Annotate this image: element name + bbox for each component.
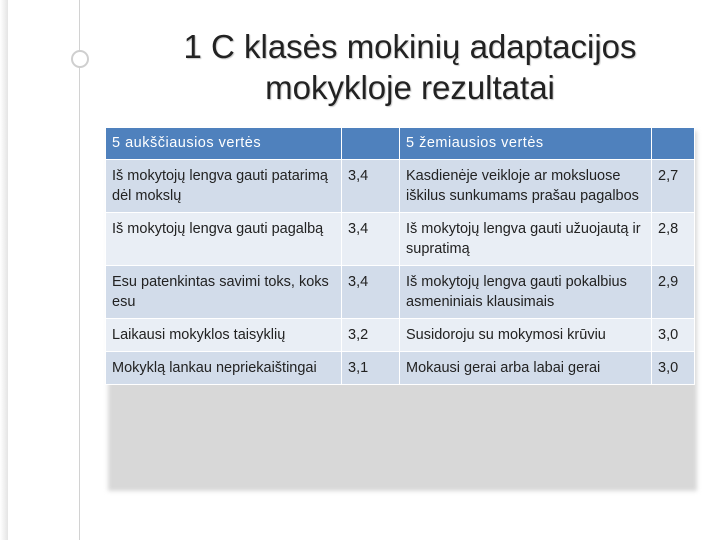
top-item: Iš mokytojų lengva gauti pagalbą	[106, 213, 342, 266]
top-item: Esu patenkintas savimi toks, koks esu	[106, 266, 342, 319]
bottom-item: Mokausi gerai arba labai gerai	[400, 352, 652, 385]
table-row	[106, 160, 695, 213]
top-item: Laikausi mokyklos taisyklių	[106, 319, 342, 352]
bottom-value: 3,0	[652, 319, 695, 352]
slide-ring-ornament	[71, 50, 89, 68]
bottom-item: Kasdienėje veikloje ar moksluose iškilus sunkumams prašau pagalbos	[400, 160, 652, 213]
top-value: 3,4	[342, 266, 400, 319]
top-value: 3,4	[342, 160, 400, 213]
table-row	[106, 319, 695, 352]
bottom-value: 2,8	[652, 213, 695, 266]
bottom-item: Iš mokytojų lengva gauti pokalbius asmeniniais klausimais	[400, 266, 652, 319]
table-row	[106, 352, 695, 385]
top-item: Mokyklą lankau nepriekaištingai	[106, 352, 342, 385]
header-bottom-value-cell	[652, 128, 695, 160]
header-top-value-cell	[342, 128, 400, 160]
slide-left-rail	[0, 0, 8, 540]
results-table	[105, 127, 695, 385]
header-bottom-values: 5 žemiausios vertės	[400, 128, 652, 160]
bottom-item: Iš mokytojų lengva gauti užuojautą ir supratimą	[400, 213, 652, 266]
bottom-value: 2,9	[652, 266, 695, 319]
top-value: 3,4	[342, 213, 400, 266]
slide-title-line-1: 1 C klasės mokinių adaptacijos	[183, 28, 637, 65]
table-row	[106, 266, 695, 319]
slide-title	[100, 26, 720, 108]
top-value: 3,2	[342, 319, 400, 352]
top-item: Iš mokytojų lengva gauti patarimą dėl mokslų	[106, 160, 342, 213]
slide-rail-line	[79, 0, 80, 540]
bottom-item: Susidoroju su mokymosi krūviu	[400, 319, 652, 352]
slide-title-line-2: mokykloje rezultatai	[265, 69, 555, 106]
top-value: 3,1	[342, 352, 400, 385]
bottom-value: 2,7	[652, 160, 695, 213]
table-row	[106, 213, 695, 266]
header-top-values: 5 aukščiausios vertės	[106, 128, 342, 160]
table-header-row	[106, 128, 695, 160]
bottom-value: 3,0	[652, 352, 695, 385]
